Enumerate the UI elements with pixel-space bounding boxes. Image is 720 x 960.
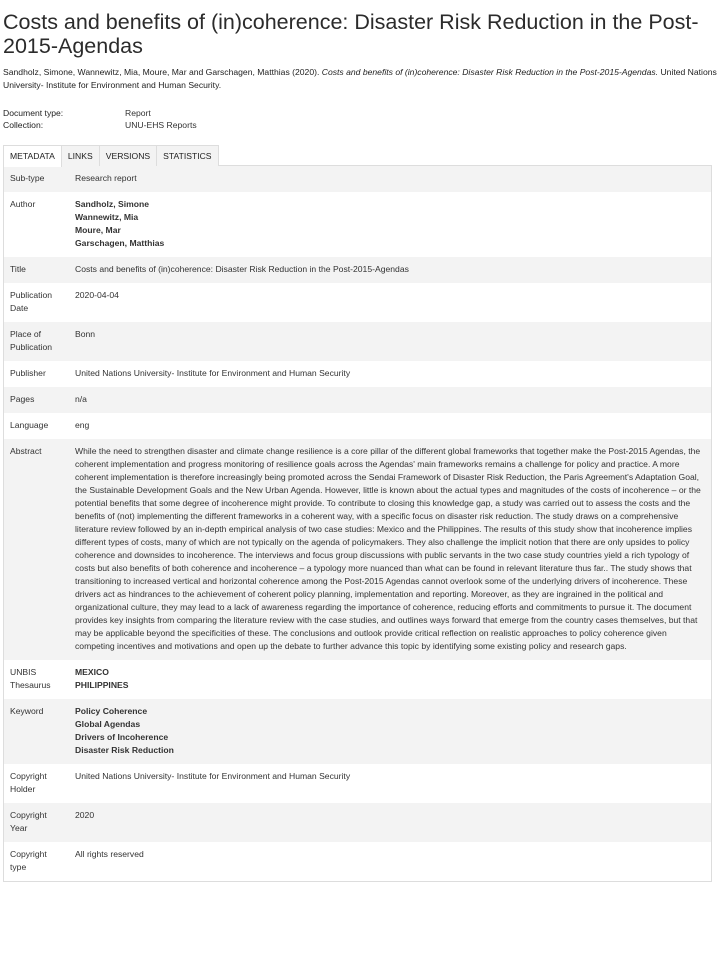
collection-label: Collection: xyxy=(3,119,44,130)
tab-bar xyxy=(3,145,717,166)
row-copyright-type xyxy=(4,842,711,881)
pages-label: Pages xyxy=(10,394,35,404)
row-author xyxy=(4,192,711,257)
metadata-table xyxy=(3,165,712,882)
document-type-label: Document type: xyxy=(3,108,64,118)
copyright-type-value: All rights reserved xyxy=(75,849,144,859)
publication-date-label: Publication Date xyxy=(10,290,53,313)
keyword-label: Keyword xyxy=(10,706,44,716)
unbis-term-link[interactable]: PHILIPPINES xyxy=(75,680,129,690)
pages-value: n/a xyxy=(75,394,87,404)
subtype-label: Sub-type xyxy=(10,173,45,183)
copyright-holder-value: United Nations University- Institute for Environment and Human Security xyxy=(75,771,351,781)
tab-metadata[interactable]: METADATA xyxy=(3,145,62,167)
copyright-year-value: 2020 xyxy=(75,810,95,820)
abstract-label: Abstract xyxy=(10,446,42,456)
row-copyright-holder xyxy=(4,764,711,803)
row-publication-date xyxy=(4,283,711,322)
language-value: eng xyxy=(75,420,90,430)
tab-versions[interactable]: VERSIONS xyxy=(99,145,157,166)
keyword-link[interactable]: Global Agendas xyxy=(75,719,141,729)
unbis-label: UNBIS Thesaurus xyxy=(10,667,51,690)
publication-date-value: 2020-04-04 xyxy=(75,290,119,300)
copyright-type-label: Copyright type xyxy=(10,849,47,872)
title-label: Title xyxy=(10,264,26,274)
row-publisher xyxy=(4,361,711,387)
author-link[interactable]: Moure, Mar xyxy=(75,225,121,235)
author-list xyxy=(58,192,711,257)
row-pages xyxy=(4,387,711,413)
document-type-value: Report xyxy=(125,108,151,118)
author-label: Author xyxy=(10,199,36,209)
language-label: Language xyxy=(10,420,49,430)
place-value: Bonn xyxy=(75,329,96,339)
author-link[interactable]: Wannewitz, Mia xyxy=(75,212,139,222)
subtype-value: Research report xyxy=(75,173,137,183)
keyword-link[interactable]: Disaster Risk Reduction xyxy=(75,745,174,755)
row-language xyxy=(4,413,711,439)
tab-links[interactable]: LINKS xyxy=(61,145,100,166)
tab-statistics[interactable]: STATISTICS xyxy=(156,145,218,166)
collection-row xyxy=(3,120,717,132)
keyword-link[interactable]: Drivers of Incoherence xyxy=(75,732,169,742)
row-unbis-thesaurus xyxy=(4,660,711,699)
page-title: Costs and benefits of (in)coherence: Disaster Risk Reduction in the Post-2015-Agendas xyxy=(3,10,699,58)
copyright-holder-label: Copyright Holder xyxy=(10,771,47,794)
citation-work-title: Costs and benefits of (in)coherence: Disaster Risk Reduction in the Post-2015-Agendas. xyxy=(321,67,659,77)
row-title xyxy=(4,257,711,283)
row-place-of-publication xyxy=(4,322,711,361)
row-abstract xyxy=(4,439,711,660)
row-keyword xyxy=(4,699,711,764)
unbis-term-link[interactable]: MEXICO xyxy=(75,667,109,677)
place-label: Place of Publication xyxy=(10,329,53,352)
author-link[interactable]: Garschagen, Matthias xyxy=(75,238,165,248)
copyright-year-label: Copyright Year xyxy=(10,810,47,833)
citation-authors: Sandholz, Simone, Wannewitz, Mia, Moure, Mar and Garschagen, Matthias (2020). xyxy=(3,67,320,77)
unbis-list xyxy=(58,660,711,699)
abstract-text: While the need to strengthen disaster and climate change resilience is a core pillar of the different global frameworks that together make the Post-2015 Agendas, the coherent implementation and progress monitoring of resilience goals across the Agendas' main frameworks remains a challenge for policy and practice. A more coherent implementation is therefore increasingly being promoted across the Sendai Framework of Disaster Risk Reduction, the Paris Agreement's Adaptation Goal, the Sustainable Development Goals and the New Urban Agenda. However, little is known about the actual types and magnitudes of the costs of incoherence – or the potential benefits that some degree of incoherence might provide. To contribute to closing this knowledge gap, a study was carried out to assess the costs and the benefits of (not) implementing the different frameworks in a coherent way, with a specific focus on disaster risk reduction. The study draws on a comprehensive literature review followed by an in-depth empirical analysis of two case studies: Mexico and the Philippines. The results of this study show that incoherence implies different types of costs, many of which are not typically on the agenda of policymakers. They also challenge the implicit notion that there are only upsides to policy coherence and downsides to incoherence. The interviews and focus group discussions with public servants in the two case study countries yield a rich typology of costs but also benefits of both coherence and incoherence – a typology more nuanced than what can be found in relevant literature thus far.. The study shows that transitioning to increased vertical and horizontal coherence among the Post-2015 Agendas cannot overlook some of the underlying drivers of incoherence. These drivers act as hindrances to the achievement of coherent policy planning, implementation and reporting. Moreover, as they are ingrained in the political and organizational culture, they may lead to a lack of awareness regarding the importance of coherence, reducing efforts and commitments to pursue it. The document provides key insights from comparing the literature review with the case studies, and outlines ways forward that emerge from the country cases themselves, but that may be applicable beyond the specificities of these. The conclusions and outlook provide critical reflection on realistic approaches to policy coherence given competing incentives and motivations and open up the debate to further advance this topic by identifying some existing policy and research gaps. xyxy=(75,446,701,651)
document-meta xyxy=(3,108,717,131)
keyword-list xyxy=(58,699,711,764)
document-type-row xyxy=(3,108,717,120)
citation-publisher: United Nations University- Institute for Environment and Human Security. xyxy=(3,67,717,90)
row-copyright-year xyxy=(4,803,711,842)
publisher-label: Publisher xyxy=(10,368,46,378)
author-link[interactable]: Sandholz, Simone xyxy=(75,199,150,209)
keyword-link[interactable]: Policy Coherence xyxy=(75,706,148,716)
row-subtype xyxy=(4,166,711,192)
publisher-value: United Nations University- Institute for Environment and Human Security xyxy=(75,368,351,378)
collection-value: UNU-EHS Reports xyxy=(125,119,197,130)
citation xyxy=(3,66,717,92)
title-value: Costs and benefits of (in)coherence: Disaster Risk Reduction in the Post-2015-Agendas xyxy=(75,264,409,274)
